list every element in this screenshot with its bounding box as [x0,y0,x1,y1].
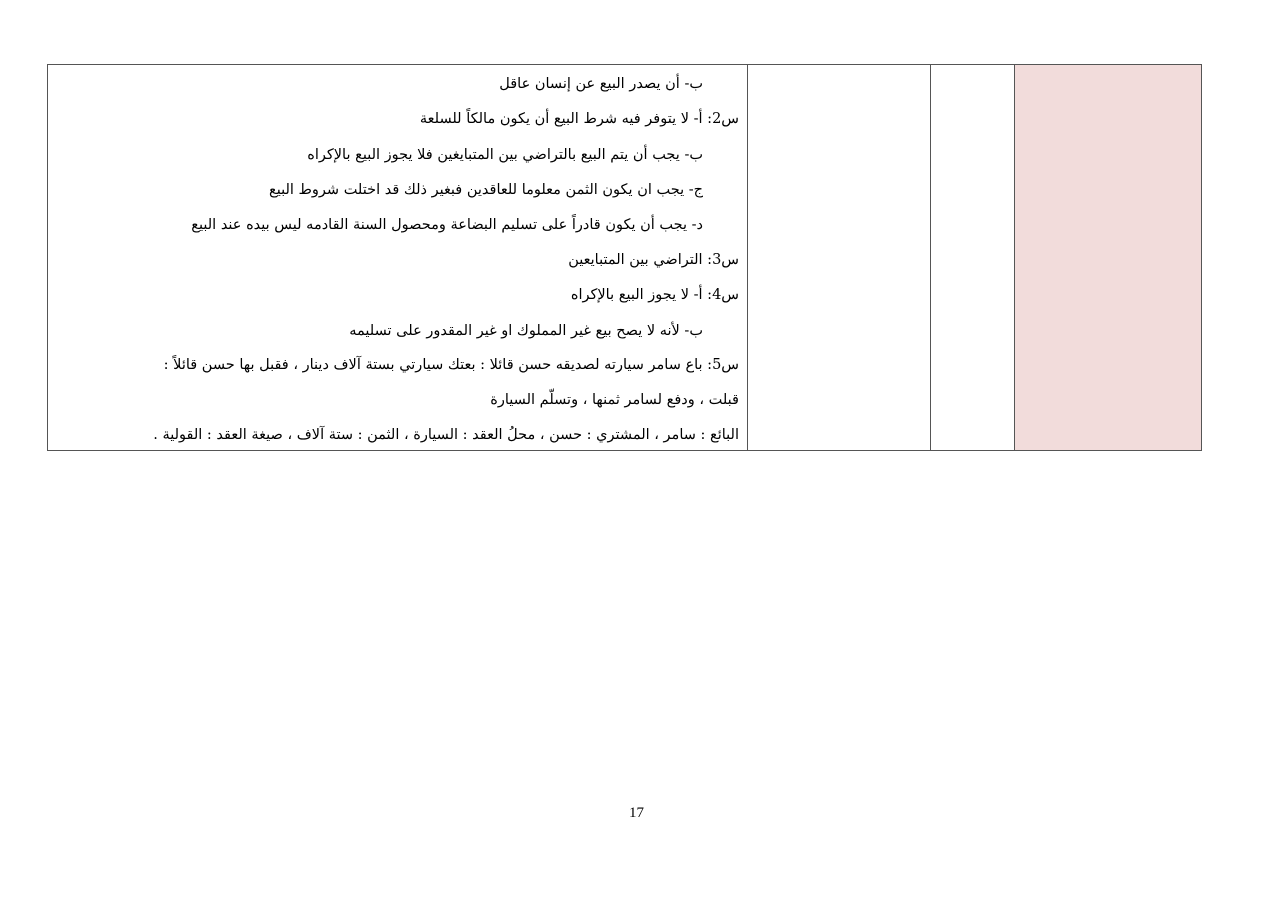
answers-table [47,64,1202,451]
answer-line: س2: أ- لا يتوفر فيه شرط البيع أن يكون مالكاً للسلعة [419,111,739,127]
answer-line: ب- أن يصدر البيع عن إنسان عاقل [499,76,703,92]
answer-line: ب- لأنه لا يصح بيع غير المملوك او غير المقدور على تسليمه [349,323,703,339]
answer-line: ج- يجب ان يكون الثمن معلوما للعاقدين فبغير ذلك قد اختلت شروط البيع [269,182,703,198]
answer-line: س3: التراضي بين المتبايعين [568,252,739,268]
empty-cell [748,65,931,450]
answer-line: س5: باع سامر سيارته لصديقه حسن قائلا : بعتك سيارتي بستة آلاف دينار ، فقبل بها حسن قائلاً : [163,357,739,373]
empty-cell [931,65,1015,450]
page-number: 17 [629,805,644,821]
answer-line: س4: أ- لا يجوز البيع بالإكراه [570,287,739,303]
answer-line: البائع : سامر ، المشتري : حسن ، محلُ العقد : السيارة ، الثمن : ستة آلاف ، صيغة العقد : القولية . [153,427,739,443]
shaded-cell [1015,65,1201,450]
answer-line: قبلت ، ودفع لسامر ثمنها ، وتسلّم السيارة [490,392,739,408]
answer-line: ب- يجب أن يتم البيع بالتراضي بين المتبايغين فلا يجوز البيع بالإكراه [307,147,703,163]
answers-text-cell [48,65,748,450]
answer-line: د- يجب أن يكون قادراً على تسليم البضاعة ومحصول السنة القادمه ليس بيده عند البيع [191,217,703,233]
